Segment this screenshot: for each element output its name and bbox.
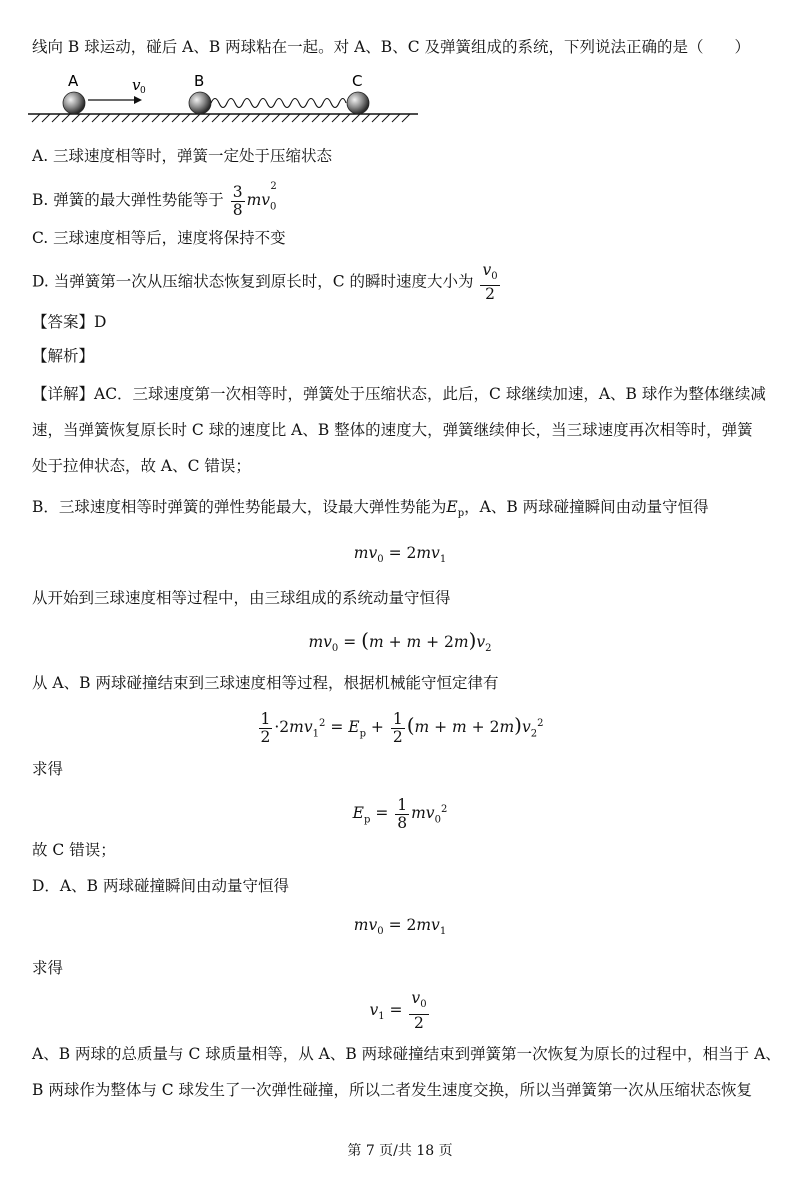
- option-d-fraction: $\frac{v_0}{2}$: [482, 261, 498, 304]
- solution-ac-line3: 处于拉伸状态，故 A、C 错误；: [32, 457, 251, 475]
- equation-3: $\frac{1}{2}$ $\cdot 2mv_1^2 = E_p$ + $\frac{1}{2}$ $(m + m + 2m)v_2^2$: [260, 709, 544, 746]
- solution-d-line2: 求得: [32, 959, 64, 977]
- equation-6: $v_1$ = $\frac{v_0}{2}$: [369, 989, 427, 1032]
- ball-b-label: B: [194, 72, 205, 90]
- solution-b-line2: 从开始到三球速度相等过程中，由三球组成的系统动量守恒得: [32, 589, 451, 607]
- answer-label: 【答案】D: [32, 313, 107, 331]
- equation-1: $mv_0 = 2mv_1$: [353, 544, 447, 566]
- ball-c: [347, 92, 369, 114]
- equation-2: $mv_0 = (m + m + 2m)v_2$: [308, 628, 492, 655]
- ground-hatching: [32, 114, 410, 122]
- analysis-label: 【解析】: [32, 347, 95, 365]
- solution-b-line1: B．三球速度相等时弹簧的弹性势能最大，设最大弹性势能为$E_p$，A、B 两球碰撞瞬间由动量守恒得: [32, 498, 709, 520]
- solution-d-line1: D．A、B 两球碰撞瞬间由动量守恒得: [32, 877, 289, 895]
- arrow-head-icon: [134, 96, 142, 104]
- solution-ac-line2: 速，当弹簧恢复原长时 C 球的速度比 A、B 整体的速度大，弹簧继续伸长，当三球速度再次相等时，弹簧: [32, 421, 753, 439]
- velocity-subscript: 0: [140, 86, 146, 96]
- spring: [211, 99, 346, 108]
- question-stem: 线向 B 球运动，碰后 A、B 两球粘在一起。对 A、B、C 及弹簧组成的系统，下列说法正确的是（ ）: [32, 38, 750, 56]
- solution-b-line4: 求得: [32, 760, 64, 778]
- option-d-text: D. 当弹簧第一次从压缩状态恢复到原长时，C 的瞬时速度大小为: [32, 272, 474, 291]
- velocity-label: v: [132, 76, 141, 94]
- page-footer: 第 7 页/共 18 页: [347, 1143, 453, 1159]
- equation-4: $E_p$ = $\frac{1}{8}$ $mv_0^2$: [352, 795, 448, 832]
- solution-b-line3: 从 A、B 两球碰撞结束到三球速度相等过程，根据机械能守恒定律有: [32, 674, 499, 692]
- equation-5: $mv_0 = 2mv_1$: [353, 916, 447, 938]
- option-b-fraction: $\frac{3}{8}$: [232, 182, 243, 219]
- ball-c-label: C: [352, 72, 363, 90]
- option-a: A. 三球速度相等时，弹簧一定处于压缩状态: [32, 147, 333, 165]
- solution-d-line3: A、B 两球的总质量与 C 球质量相等，从 A、B 两球碰撞结束到弹簧第一次恢复为原长的过程中，相当于 A、: [32, 1045, 781, 1063]
- option-c: C. 三球速度相等后，速度将保持不变: [32, 229, 286, 247]
- option-b: B. 弹簧的最大弹性势能等于 $\frac{3}{8}$ $mv_0^2$: [32, 181, 277, 219]
- solution-ac-line1: 【详解】AC．三球速度第一次相等时，弹簧处于压缩状态，此后，C 球继续加速，A、B 球作为整体继续减: [32, 385, 766, 403]
- ball-b: [189, 92, 211, 114]
- option-b-text: B. 弹簧的最大弹性势能等于: [32, 191, 224, 210]
- solution-b-line5: 故 C 错误；: [32, 841, 116, 859]
- collision-diagram: [28, 70, 428, 130]
- option-d: [32, 262, 502, 303]
- ball-a-label: A: [68, 72, 79, 90]
- ball-a: [63, 92, 85, 114]
- solution-d-line4: B 两球作为整体与 C 球发生了一次弹性碰撞，所以二者发生速度交换，所以当弹簧第一次从压缩状态恢复: [32, 1081, 753, 1099]
